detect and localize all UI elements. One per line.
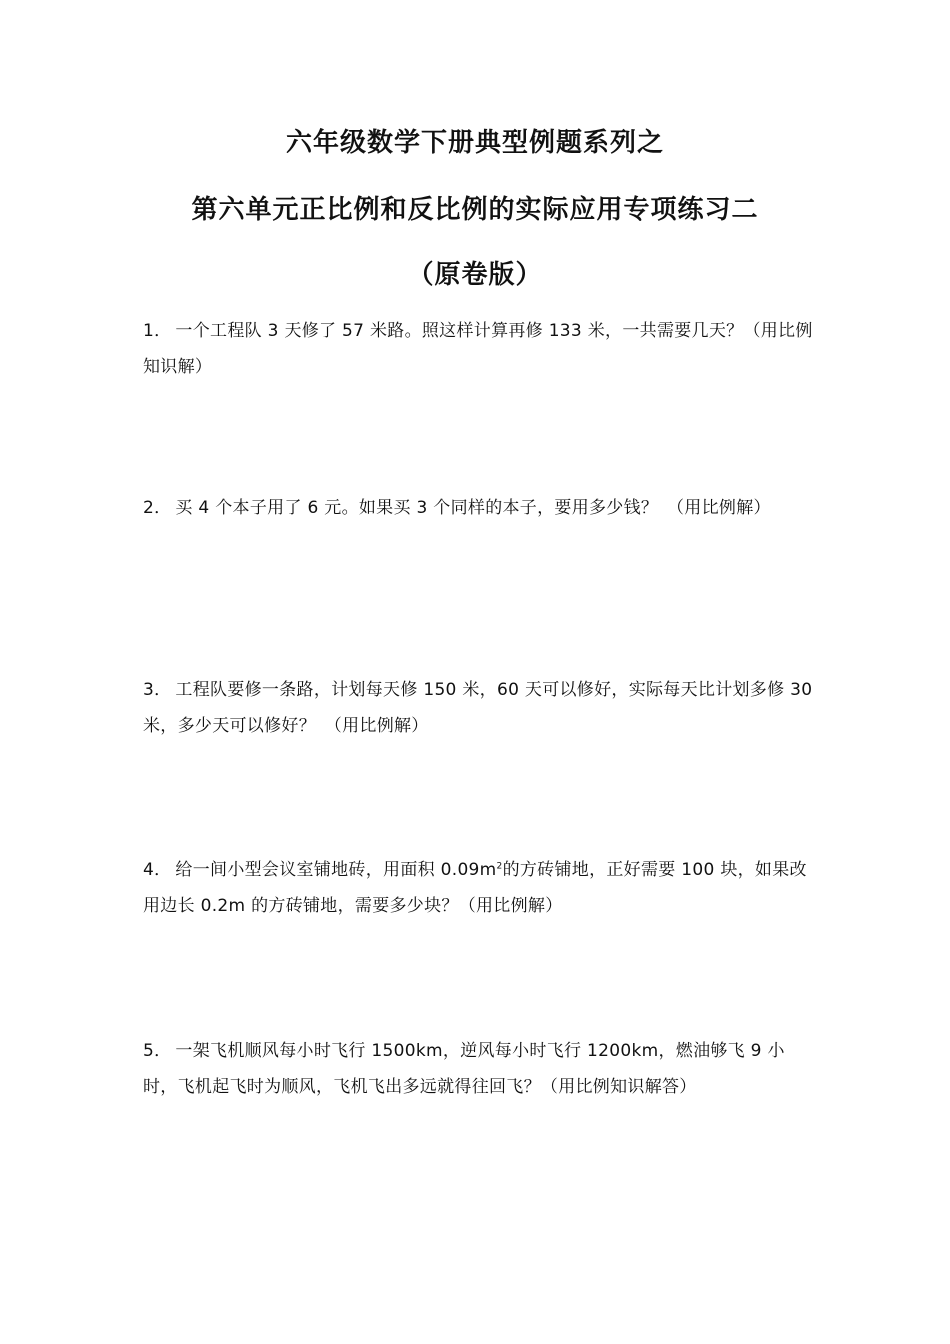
question-1 bbox=[143, 313, 813, 385]
question-number: 3． bbox=[143, 680, 172, 700]
superscript-two: 2 bbox=[496, 861, 503, 872]
question-3 bbox=[143, 672, 813, 744]
question-2 bbox=[143, 490, 813, 526]
question-number: 1． bbox=[143, 321, 172, 341]
question-text: 一架飞机顺风每小时飞行 1500km，逆风每小时飞行 1200km，燃油够飞 9 小时，飞机起飞时为顺风，飞机飞出多远就得往回飞？（用比例知识解答） bbox=[143, 1041, 785, 1097]
title-line-3: （原卷版） bbox=[407, 260, 543, 290]
question-5 bbox=[143, 1033, 813, 1105]
question-text-after: 的方砖铺地，正好需要 100 块，如果改用边长 0.2m 的方砖铺地，需要多少块？（用比例解） bbox=[143, 860, 807, 916]
question-text: 工程队要修一条路，计划每天修 150 米，60 天可以修好，实际每天比计划多修 30 米，多少天可以修好？ （用比例解） bbox=[143, 680, 813, 736]
question-4 bbox=[143, 852, 813, 924]
question-number: 5． bbox=[143, 1041, 172, 1061]
question-number: 4． bbox=[143, 860, 172, 880]
title-line-1: 六年级数学下册典型例题系列之 bbox=[285, 128, 664, 158]
question-number: 2． bbox=[143, 498, 172, 518]
question-text: 一个工程队 3 天修了 57 米路。照这样计算再修 133 米，一共需要几天？（用比例知识解） bbox=[143, 321, 813, 377]
title-line-2: 第六单元正比例和反比例的实际应用专项练习二 bbox=[191, 195, 759, 225]
question-text-before: 给一间小型会议室铺地砖，用面积 0.09m bbox=[175, 860, 497, 880]
question-text: 买 4 个本子用了 6 元。如果买 3 个同样的本子，要用多少钱？ （用比例解） bbox=[175, 498, 771, 518]
